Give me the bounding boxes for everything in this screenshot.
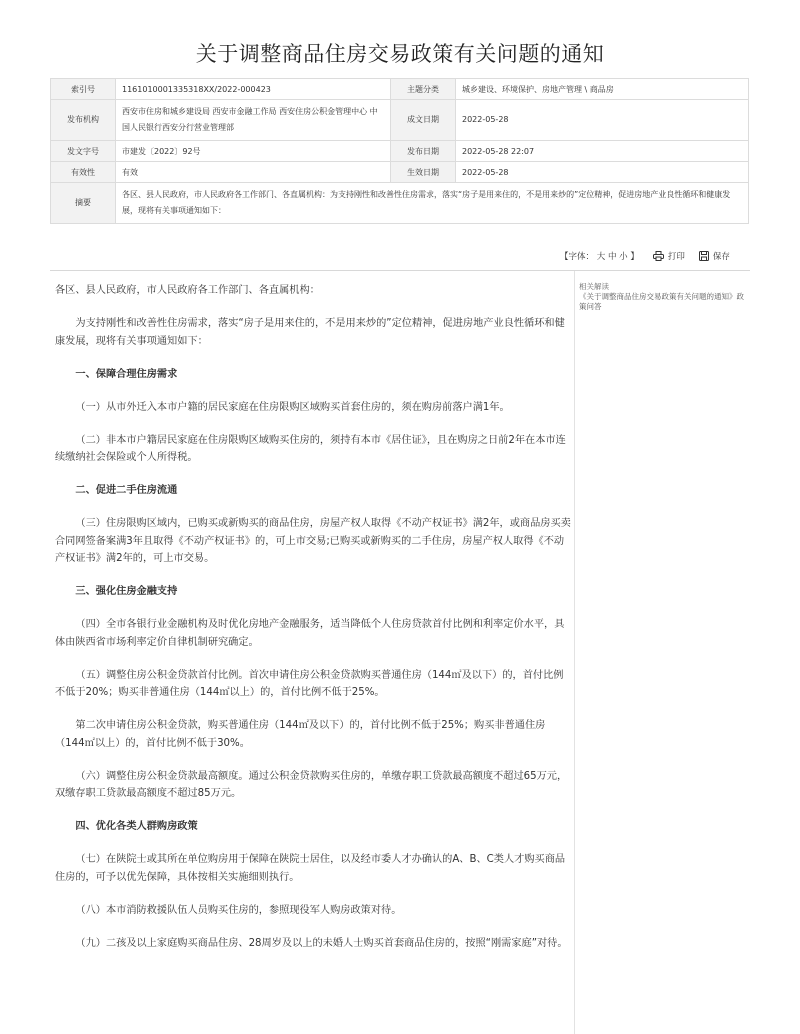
validity-value: 有效: [116, 162, 391, 183]
paragraph: （四）全市各银行业金融机构及时优化房地产金融服务，适当降低个人住房贷款首付比例和利率定价水平，具体由陕西省市场利率定价自律机制研究确定。: [55, 619, 565, 648]
section-heading: 二、促进二手住房流通: [75, 485, 178, 496]
save-button[interactable]: [699, 250, 730, 262]
font-size-control: [560, 250, 639, 262]
paragraph: （九）二孩及以上家庭购买商品住房、28周岁及以上的未婚人士购买首套商品住房的，按照“刚需家庭”对待。: [75, 937, 568, 949]
related-link[interactable]: 《关于调整商品住房交易政策有关问题的通知》政策问答: [579, 292, 744, 311]
topic-value: 城乡建设、环境保护、房地产管理 \ 商品房: [456, 79, 749, 100]
column-divider: [574, 271, 575, 1034]
save-icon: [699, 251, 709, 261]
document-body: [55, 282, 571, 968]
paragraph: （一）从市外迁入本市户籍的居民家庭在住房限购区域购买首套住房的，须在购房前落户满1年。: [75, 401, 510, 413]
docno-value: 市建发〔2022〕92号: [116, 141, 391, 162]
salutation: 各区、县人民政府，市人民政府各工作部门、各直属机构：: [55, 285, 320, 296]
print-button[interactable]: [653, 250, 685, 262]
metadata-row: [51, 183, 749, 224]
toolbar: [560, 250, 744, 262]
created-label: 成文日期: [391, 100, 456, 141]
issuer-label: 发布机构: [51, 100, 116, 141]
issuer-value: 西安市住房和城乡建设局 西安市金融工作局 西安住房公积金管理中心 中国人民银行西安分行营业管理部: [116, 100, 391, 141]
abstract-label: 摘要: [51, 183, 116, 224]
metadata-row: [51, 141, 749, 162]
effective-label: 生效日期: [391, 162, 456, 183]
print-label: 打印: [667, 252, 685, 262]
metadata-row: [51, 100, 749, 141]
created-value: 2022-05-28: [456, 100, 749, 141]
printer-icon: [653, 251, 664, 261]
font-size-prefix: 【字体：: [560, 252, 595, 262]
metadata-row: [51, 162, 749, 183]
metadata-row: [51, 79, 749, 100]
index-label: 索引号: [51, 79, 116, 100]
published-label: 发布日期: [391, 141, 456, 162]
paragraph: （五）调整住房公积金贷款首付比例。首次申请住房公积金贷款购买普通住房（144㎡及以下）的，首付比例不低于20%；购买非普通住房（144㎡以上）的，首付比例不低于25%。: [55, 669, 564, 698]
index-value: 1161010001335318XX/2022-000423: [116, 79, 391, 100]
section-heading: 一、保障合理住房需求: [75, 368, 178, 380]
section-heading: 四、优化各类人群购房政策: [75, 821, 198, 832]
abstract-value: 各区、县人民政府，市人民政府各工作部门、各直属机构：为支持刚性和改善性住房需求，落实“房子是用来住的，不是用来炒的”定位精神，促进房地产业良性循环和健康发展，现将有关事项通知如下：: [116, 183, 749, 224]
font-size-medium-button[interactable]: 中: [607, 252, 617, 262]
font-size-suffix: 】: [630, 252, 639, 262]
effective-value: 2022-05-28: [456, 162, 749, 183]
section-heading: 三、强化住房金融支持: [75, 586, 178, 597]
validity-label: 有效性: [51, 162, 116, 183]
font-size-small-button[interactable]: 小: [619, 252, 628, 262]
paragraph: 第二次申请住房公积金贷款，购买普通住房（144㎡及以下）的，首付比例不低于25%；购买非普通住房（144㎡以上）的，首付比例不低于30%。: [55, 720, 546, 749]
font-size-large-button[interactable]: 大: [596, 252, 606, 262]
paragraph: （二）非本市户籍居民家庭在住房限购区域购买住房的，须持有本市《居住证》，且在购房之日前2年在本市连续缴纳社会保险或个人所得税。: [55, 434, 566, 463]
save-label: 保存: [712, 252, 730, 262]
document-title: 关于调整商品住房交易政策有关问题的通知: [195, 42, 605, 66]
docno-label: 发文字号: [51, 141, 116, 162]
header-divider: [50, 270, 750, 271]
paragraph: 为支持刚性和改善性住房需求，落实“房子是用来住的，不是用来炒的”定位精神，促进房地产业良性循环和健康发展，现将有关事项通知如下：: [55, 318, 565, 347]
related-heading: 相关解读: [579, 282, 609, 291]
topic-label: 主题分类: [391, 79, 456, 100]
metadata-table: [50, 78, 749, 224]
paragraph: （八）本市消防救援队伍人员购买住房的，参照现役军人购房政策对待。: [75, 904, 402, 916]
related-interpretation-panel: [579, 282, 747, 312]
paragraph: （六）调整住房公积金贷款最高额度。通过公积金贷款购买住房的，单缴存职工贷款最高额度不超过65万元，双缴存职工贷款最高额度不超过85万元。: [55, 770, 568, 799]
paragraph: （三）住房限购区域内，已购买或新购买的商品住房，房屋产权人取得《不动产权证书》满2年，或商品房买卖合同网签备案满3年且取得《不动产权证书》的，可上市交易;已购买或新购买的二手住房，房屋产权人取得《不动产权证书》满2年的，可上市交易。: [55, 518, 571, 564]
published-value: 2022-05-28 22:07: [456, 141, 749, 162]
paragraph: （七）在陕院士或其所在单位购房用于保障在陕院士居住，以及经市委人才办确认的A、B、C类人才购买商品住房的，可予以优先保障，具体按相关实施细则执行。: [55, 854, 566, 883]
